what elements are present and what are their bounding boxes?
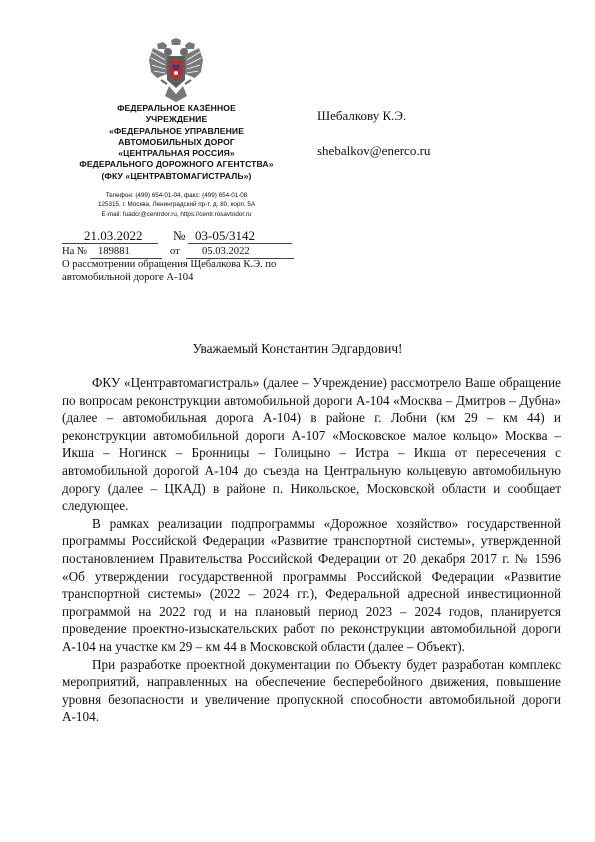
- body-paragraph: ФКУ «Центравтомагистраль» (далее – Учреждение) рассмотрело Ваше обращение по вопросам реконструкции автомобильной дороги А-104 «Москва – Дмитров – Дубна» (далее – автомобильная дорога А-104) в районе г. Лобни (км 29 – км 44) и реконструкции автомобильной дороги А-107 «Московское малое кольцо» Москва – Икша – Ногинск – Бронницы – Голицыно – Истра – Икша от пересечения с автомобильной дорогой А-104 до съезда на Центральную кольцевую автомобильную дорогу (далее – ЦКАД) в районе п. Никольское, Московской области и сообщает следующее.: [62, 375, 561, 514]
- date-underline: [62, 243, 158, 244]
- agency-line: «ФЕДЕРАЛЬНОЕ УПРАВЛЕНИЕ: [108, 125, 245, 136]
- contact-email: E-mail: fuadcr@centrdor.ru, https://centr.rosavtodor.ru: [101, 210, 252, 218]
- reference-from: от: [170, 246, 180, 257]
- number-sign: №: [173, 228, 186, 243]
- agency-name: [60, 103, 293, 182]
- russian-eagle-emblem-icon: [147, 38, 205, 104]
- reference-date: 05.03.2022: [202, 246, 250, 257]
- agency-line: АВТОМОБИЛЬНЫХ ДОРОГ: [118, 136, 235, 147]
- reference-line: [62, 246, 294, 260]
- recipient-name: Шебалкову К.Э.: [317, 108, 407, 123]
- number-underline: [188, 243, 292, 244]
- body-paragraph: В рамках реализации подпрограммы «Дорожное хозяйство» государственной программы Российской Федерации «Развитие транспортной системы», утвержденной постановлением Правительства Российской Федерации от 20 декабря 2017 г. № 1596 «Об утверждении государственной программы Российской Федерации «Развитие транспортной системы» (2022 – 2024 гг.), Федеральной адресной инвестиционной программой на 2022 год и на плановый период 2023 – 2024 годов, планируется проведение проектно-изыскательских работ по реконструкции автомобильной дороги А-104 на участке км 29 – км 44 в Московской области (далее – Объект).: [62, 515, 561, 654]
- letter-body: [62, 374, 561, 726]
- agency-line: ФЕДЕРАЛЬНОГО ДОРОЖНОГО АГЕНТСТВА»: [79, 159, 274, 170]
- agency-line: (ФКУ «ЦЕНТРАВТОМАГИСТРАЛЬ»): [101, 170, 252, 181]
- contact-phone: Телефон: (499) 654-01-04, факс: (499) 654-01-08: [105, 192, 248, 199]
- agency-line: «ЦЕНТРАЛЬНАЯ РОССИЯ»: [118, 148, 235, 159]
- agency-line: УЧРЕЖДЕНИЕ: [145, 114, 208, 125]
- recipient-email: shebalkov@enerco.ru: [317, 143, 431, 158]
- greeting: Уважаемый Константин Эдгардович!: [192, 341, 403, 356]
- registration-line: [62, 228, 292, 246]
- recipient-block: [317, 108, 430, 159]
- letter-subject: О рассмотрении обращения Щебалкова К.Э. по автомобильной дороге А-104: [62, 259, 277, 283]
- contact-address: 125315, г. Москва, Ленинградский пр-т, д. 80, корп. 5А: [97, 201, 256, 209]
- agency-contacts: [60, 191, 293, 219]
- reference-number: 189881: [98, 246, 130, 257]
- body-paragraph: При разработке проектной документации по Объекту будет разработан комплекс мероприятий, направленных на обеспечение бесперебойного движения, повышение уровня безопасности и увеличение пропускной способности автомобильной дороги А-104.: [62, 656, 561, 725]
- agency-line: ФЕДЕРАЛЬНОЕ КАЗЁННОЕ: [117, 103, 236, 113]
- reference-prefix: На №: [62, 246, 88, 257]
- letter-date: 21.03.2022: [84, 228, 143, 243]
- letter-number: 03-05/3142: [195, 228, 255, 243]
